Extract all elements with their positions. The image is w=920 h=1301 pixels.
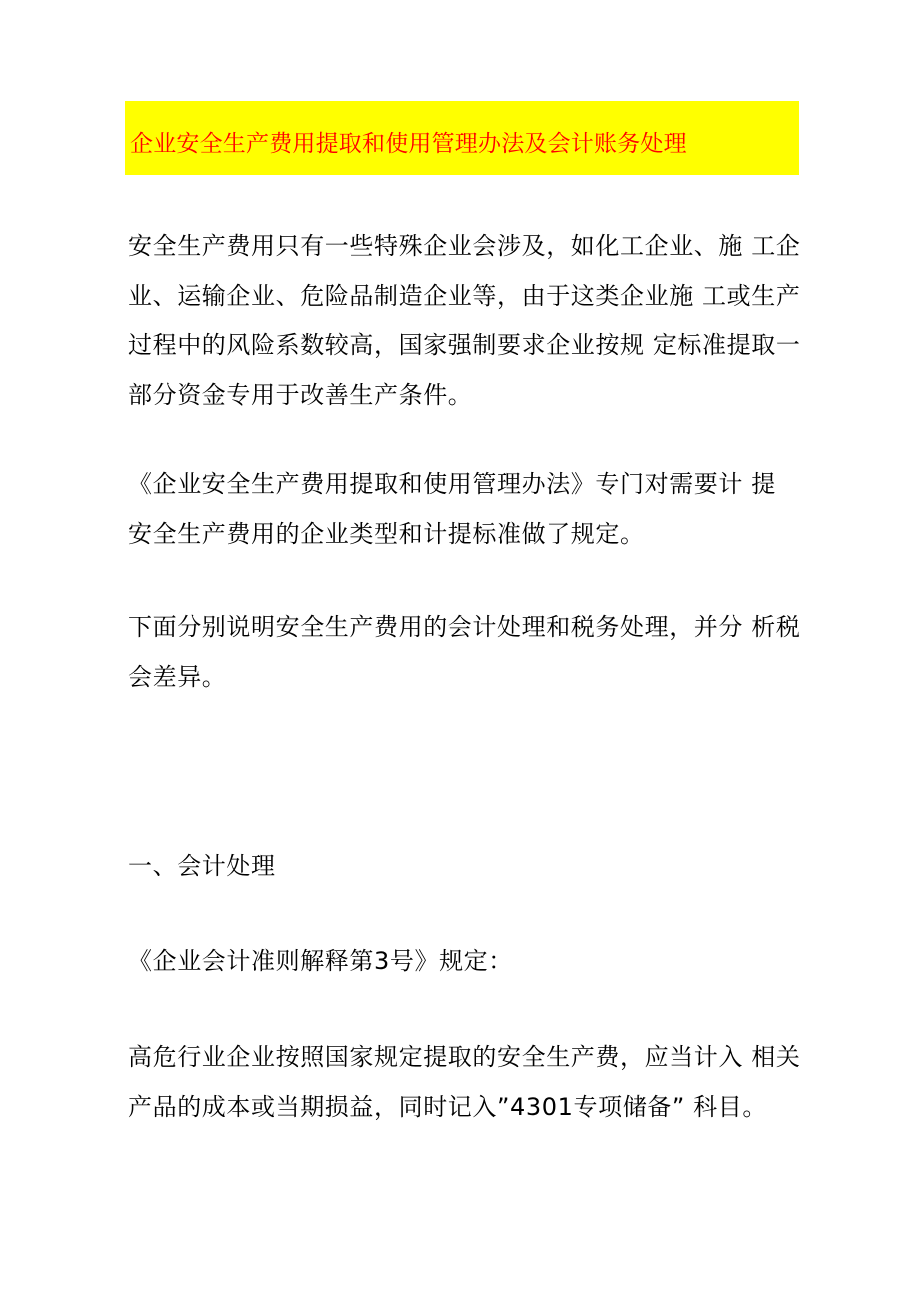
paragraph-line: 《企业会计准则解释第3号》规定：	[128, 947, 513, 975]
paragraph-line: 安全生产费用只有一些特殊企业会涉及，如化工企业、施 工企	[128, 232, 801, 260]
paragraph-line: 业、运输企业、危险品制造企业等，由于这类企业施 工或生产	[128, 281, 801, 310]
paragraph-rule	[128, 1033, 808, 1132]
paragraph-line: 下面分别说明安全生产费用的会计处理和税务处理，并分 析税	[128, 613, 801, 641]
paragraph-intro	[128, 222, 808, 421]
paragraph-line: 会差异。	[128, 662, 227, 691]
paragraph-line: 部分资金专用于改善生产条件。	[128, 381, 473, 410]
paragraph-overview	[128, 603, 808, 702]
section-heading: 一、会计处理	[128, 852, 276, 880]
paragraph-line: 安全生产费用的企业类型和计提标准做了规定。	[128, 519, 645, 548]
paragraph-line: 高危行业企业按照国家规定提取的安全生产费，应当计入 相关	[128, 1043, 801, 1071]
paragraph-line: 《企业安全生产费用提取和使用管理办法》专门对需要计 提	[128, 470, 776, 498]
paragraph-line: 过程中的风险系数较高，国家强制要求企业按规 定标准提取一	[128, 331, 801, 360]
document-title: 企业安全生产费用提取和使用管理办法及会计账务处理	[130, 131, 687, 157]
paragraph-regulation	[128, 460, 808, 559]
paragraph-line: 产品的成本或当期损益，同时记入”4301专项储备” 科目。	[128, 1092, 767, 1121]
paragraph-citation	[128, 937, 808, 987]
